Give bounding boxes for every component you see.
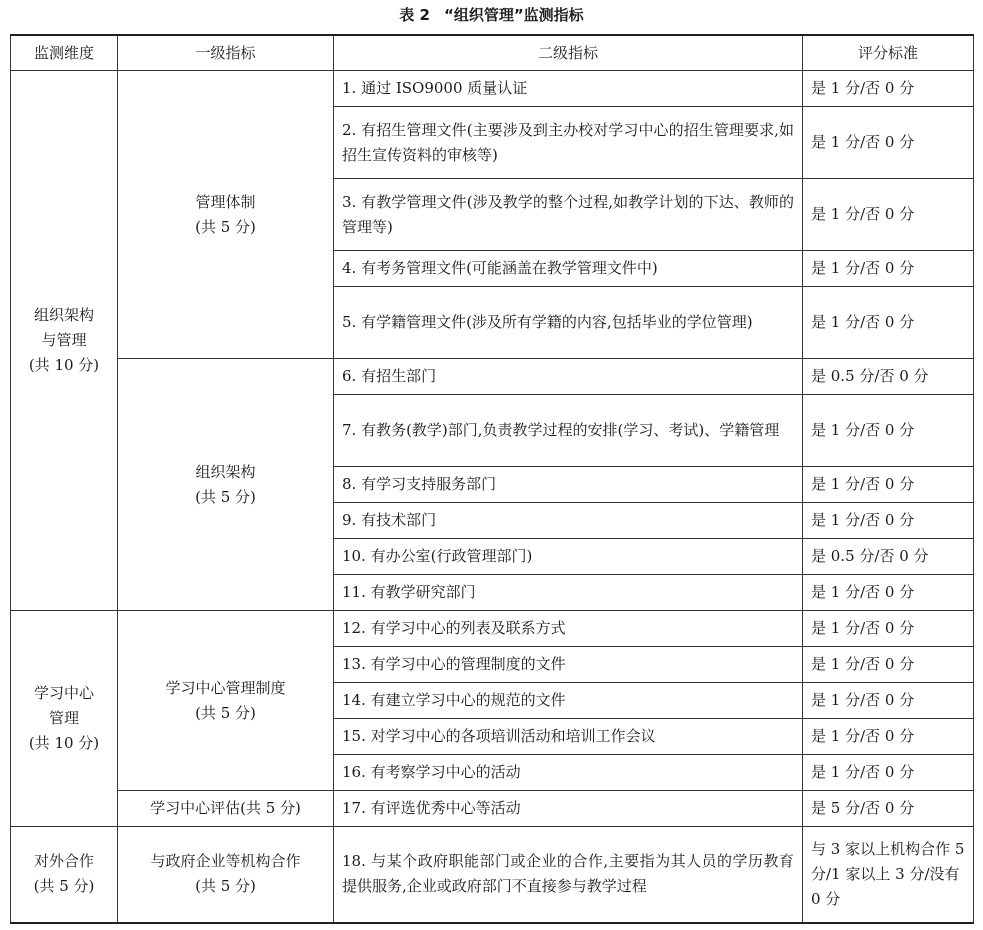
indicator-cell: 13. 有学习中心的管理制度的文件 (334, 647, 803, 683)
score-cell: 是 5 分/否 0 分 (803, 791, 974, 827)
indicator-cell: 14. 有建立学习中心的规范的文件 (334, 683, 803, 719)
score-cell: 与 3 家以上机构合作 5 分/1 家以上 3 分/没有 0 分 (803, 827, 974, 923)
header-second-level: 二级指标 (334, 35, 803, 71)
indicator-cell: 18. 与某个政府职能部门或企业的合作,主要指为其人员的学历教育提供服务,企业或政府部门不直接参与教学过程 (334, 827, 803, 923)
dimension-cell: 组织架构 与管理 (共 10 分) (11, 71, 118, 611)
header-row (11, 35, 974, 71)
indicator-cell: 2. 有招生管理文件(主要涉及到主办校对学习中心的招生管理要求,如招生宣传资料的审核等) (334, 107, 803, 179)
indicator-cell: 4. 有考务管理文件(可能涵盖在教学管理文件中) (334, 251, 803, 287)
indicator-cell: 1. 通过 ISO9000 质量认证 (334, 71, 803, 107)
first-level-cell: 学习中心评估(共 5 分) (118, 791, 334, 827)
indicator-cell: 10. 有办公室(行政管理部门) (334, 539, 803, 575)
score-cell: 是 1 分/否 0 分 (803, 611, 974, 647)
score-cell: 是 1 分/否 0 分 (803, 71, 974, 107)
score-cell: 是 1 分/否 0 分 (803, 395, 974, 467)
score-cell: 是 1 分/否 0 分 (803, 467, 974, 503)
score-cell: 是 1 分/否 0 分 (803, 107, 974, 179)
table-title: “组织管理”监测指标 (443, 6, 584, 24)
score-cell: 是 1 分/否 0 分 (803, 251, 974, 287)
header-first-level: 一级指标 (118, 35, 334, 71)
table-row (11, 71, 974, 107)
first-level-cell: 与政府企业等机构合作 (共 5 分) (118, 827, 334, 923)
score-cell: 是 1 分/否 0 分 (803, 575, 974, 611)
score-cell: 是 1 分/否 0 分 (803, 683, 974, 719)
indicator-cell: 3. 有教学管理文件(涉及教学的整个过程,如教学计划的下达、教师的管理等) (334, 179, 803, 251)
first-level-cell: 学习中心管理制度 (共 5 分) (118, 611, 334, 791)
indicator-cell: 11. 有教学研究部门 (334, 575, 803, 611)
indicator-cell: 6. 有招生部门 (334, 359, 803, 395)
indicator-cell: 12. 有学习中心的列表及联系方式 (334, 611, 803, 647)
score-cell: 是 0.5 分/否 0 分 (803, 539, 974, 575)
score-cell: 是 1 分/否 0 分 (803, 503, 974, 539)
first-level-cell: 组织架构 (共 5 分) (118, 359, 334, 611)
table-caption (0, 4, 983, 26)
score-cell: 是 1 分/否 0 分 (803, 287, 974, 359)
indicator-cell: 15. 对学习中心的各项培训活动和培训工作会议 (334, 719, 803, 755)
indicator-cell: 7. 有教务(教学)部门,负责教学过程的安排(学习、考试)、学籍管理 (334, 395, 803, 467)
indicator-table (10, 34, 974, 924)
score-cell: 是 0.5 分/否 0 分 (803, 359, 974, 395)
table-row (11, 791, 974, 827)
table-row (11, 359, 974, 395)
indicator-cell: 8. 有学习支持服务部门 (334, 467, 803, 503)
score-cell: 是 1 分/否 0 分 (803, 179, 974, 251)
header-score: 评分标准 (803, 35, 974, 71)
first-level-cell: 管理体制 (共 5 分) (118, 71, 334, 359)
dimension-cell: 学习中心 管理 (共 10 分) (11, 611, 118, 827)
score-cell: 是 1 分/否 0 分 (803, 719, 974, 755)
score-cell: 是 1 分/否 0 分 (803, 755, 974, 791)
dimension-cell: 对外合作 (共 5 分) (11, 827, 118, 923)
indicator-cell: 9. 有技术部门 (334, 503, 803, 539)
indicator-cell: 17. 有评选优秀中心等活动 (334, 791, 803, 827)
header-dimension: 监测维度 (11, 35, 118, 71)
indicator-cell: 16. 有考察学习中心的活动 (334, 755, 803, 791)
indicator-cell: 5. 有学籍管理文件(涉及所有学籍的内容,包括毕业的学位管理) (334, 287, 803, 359)
table-number: 表 2 (399, 6, 430, 24)
table-row (11, 827, 974, 923)
score-cell: 是 1 分/否 0 分 (803, 647, 974, 683)
table-row (11, 611, 974, 647)
